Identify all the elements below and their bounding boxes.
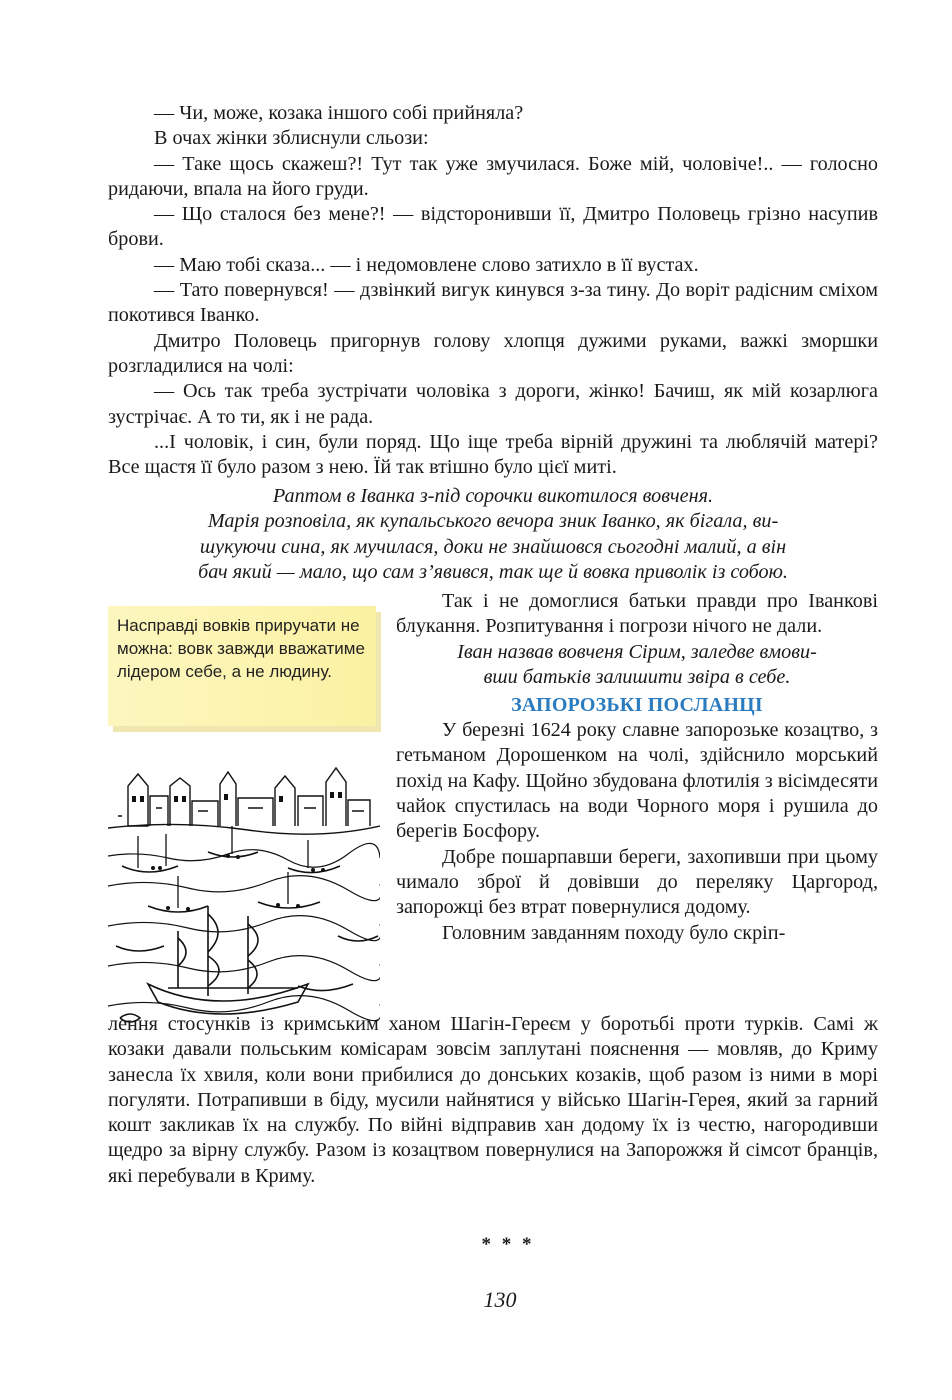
paragraph: — Тато повернувся! — дзвінкий вигук кинувся з-за тину. До воріт радісним сміхом покотився Іванко. bbox=[108, 279, 878, 327]
italic-line: Раптом в Іванка з-під сорочки викотилося вовченя. bbox=[272, 485, 714, 507]
intro-block bbox=[108, 101, 878, 480]
italic-line: Марія розповіла, як купальського вечора зник Іванко, як бігала, ви- bbox=[207, 510, 779, 533]
italic-line: Іван назвав вовченя Сірим, заледве вмови- bbox=[457, 640, 817, 663]
section-separator: * * * bbox=[481, 1234, 535, 1255]
paragraph: Дмитро Половець пригорнув голову хлопця дужими руками, важкі зморшки розгладилися на чолі: bbox=[108, 329, 878, 377]
paragraph: — Маю тобі сказа... — і недомовлене слово затихло в її вустах. bbox=[154, 253, 699, 276]
paragraph: Так і не домоглися батьки правди про Іванкові блукання. Розпитування і погрози нічого не дали. bbox=[396, 590, 878, 638]
paragraph: — Чи, може, козака іншого собі прийняла? bbox=[154, 102, 524, 124]
paragraph: Головним завданням походу було скріп- bbox=[442, 921, 786, 944]
side-column bbox=[396, 589, 878, 946]
final-block bbox=[108, 1012, 878, 1189]
paragraph: Добре пошарпавши береги, захопивши при цьому чимало зброї й довівши до переляку Царгород, запорожці без втрат повернулися додому. bbox=[396, 845, 878, 919]
paragraph: — Що сталося без мене?! — відсторонивши її, Дмитро Половець грізно насупив брови. bbox=[108, 203, 878, 251]
paragraph: — Таке щось скажеш?! Тут так уже змучилася. Боже мій, чоловіче!.. — голосно ридаючи, впала на його груди. bbox=[108, 152, 878, 200]
paragraph: В очах жінки зблиснули сльози: bbox=[154, 127, 429, 150]
paragraph: лення стосунків із кримським ханом Шагін-Гереєм у боротьбі проти турків. Самі ж козаки давали польським комісарам зовсім заплутані пояснення — мовляв, до Криму занесла їх хвиля, коли вони прибилися до донських козаків, щоб разом із ними в морі погуляти. Потрапивши в біду, мусили найнятися у військо Шагін-Герея, який за гарний кошт закликав їх на службу. По війні відправив хан додому їх із честю, нагородивши щедро за вірну службу. Разом із козацтвом повернулися на Запорожжя й сімсот бранців, які перебували в Криму. bbox=[108, 1013, 878, 1187]
italic-summary bbox=[108, 484, 878, 585]
woodcut-illustration bbox=[108, 756, 380, 1032]
italic-line: бач який — мало, що сам з’явився, так ще й вовка приволік із собою. bbox=[198, 560, 788, 583]
paragraph: У березні 1624 року славне запорозьке козацтво, з гетьманом Дорошенком на чолі, здійснило морський похід на Кафу. Щойно збудована флотилія з вісімдесяти чайок спустилась на води Чорного моря і рушила до берегів Босфору. bbox=[396, 719, 878, 843]
section-heading: ЗАПОРОЗЬКІ ПОСЛАНЦІ bbox=[511, 694, 763, 717]
italic-line: шукуючи сина, як мучилася, доки не знайшовся сьогодні малий, а він bbox=[199, 535, 787, 558]
page-number: 130 bbox=[483, 1287, 517, 1312]
italic-line: вши батьків залишити звіра в себе. bbox=[483, 665, 791, 688]
paragraph: ...І чоловік, і син, були поряд. Що іще треба вірній дружині та люблячій матері? Все щастя її було разом з нею. Їй так втішно було цієї миті. bbox=[108, 430, 878, 479]
margin-note-text: Насправді вовків приручати не можна: вовк завжди вважатиме лідером себе, а не людину. bbox=[117, 616, 365, 681]
paragraph: — Ось так треба зустрічати чоловіка з дороги, жінко! Бачиш, як мій козарлюга зустрічає. А то ти, як і не рада. bbox=[108, 380, 878, 428]
margin-note bbox=[108, 606, 376, 726]
